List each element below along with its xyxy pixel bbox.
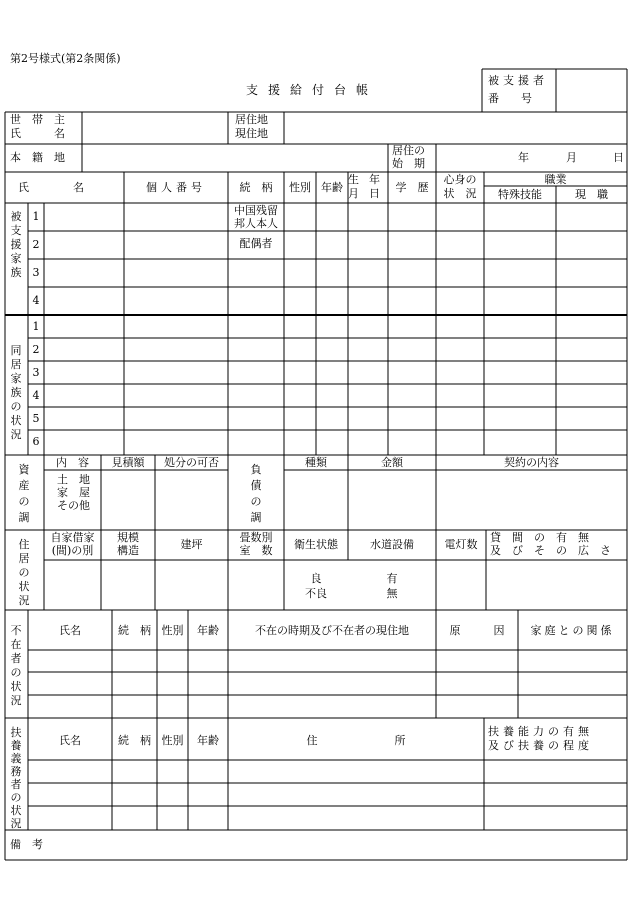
col-education: 学 歴 — [395, 181, 429, 194]
sanitation-poor: 不良 — [305, 587, 327, 600]
asset-other: その他 — [57, 499, 90, 512]
supporter-ability-2: 及び扶養の程度 — [488, 739, 593, 752]
row-number: 5 — [32, 412, 40, 425]
col-health-2: 状 況 — [443, 187, 477, 200]
water-yes: 有 — [386, 572, 398, 585]
relation-self-2: 邦人本人 — [234, 217, 278, 230]
col-birth: 生年 — [348, 173, 390, 186]
relation-self: 中国残留 — [234, 204, 278, 217]
housing-rent-2: 及 び そ の 広 さ — [490, 544, 611, 557]
col-name: 氏 名 — [18, 181, 84, 194]
housing-owned-2: (間)の別 — [51, 544, 94, 557]
col-special-skill: 特殊技能 — [498, 188, 542, 201]
water-no: 無 — [386, 587, 398, 600]
residence-label: 居住地 — [235, 113, 268, 126]
recipient-number-label: 被支援者 — [488, 74, 548, 87]
debt-type: 種類 — [305, 456, 327, 469]
supported-family-label: 被支援家族 — [10, 210, 22, 279]
relation-spouse: 配偶者 — [239, 237, 273, 250]
asset-house: 家 屋 — [57, 486, 90, 499]
housing-floor-area: 建坪 — [180, 538, 203, 551]
form-title: 支援給付台帳 — [246, 83, 379, 97]
col-relation: 続 柄 — [239, 181, 273, 194]
row-number: 4 — [32, 294, 40, 307]
absentees-label: 不在者の状況 — [10, 624, 22, 707]
col-age: 年齢 — [321, 181, 343, 194]
row-number: 6 — [32, 435, 40, 448]
row-number: 3 — [32, 366, 40, 379]
absentee-name: 氏名 — [59, 624, 81, 637]
row-number: 2 — [32, 343, 40, 356]
remarks-label: 備 考 — [10, 838, 43, 851]
row-number: 3 — [32, 266, 40, 279]
assets-disposal: 処分の可否 — [164, 456, 219, 469]
supporter-address: 住 所 — [306, 734, 406, 747]
absentee-cause: 原 因 — [449, 624, 505, 637]
housing-water: 水道設備 — [370, 538, 414, 551]
row-number: 1 — [32, 320, 40, 333]
row-number: 4 — [32, 389, 40, 402]
household-head-label: 世 帯 主 — [10, 113, 65, 126]
assets-content: 内 容 — [56, 456, 89, 469]
absentee-sex: 性別 — [161, 624, 184, 637]
assets-estimate: 見積額 — [111, 456, 145, 469]
residence-start-label: 居住の — [392, 144, 425, 157]
col-health: 心身の — [443, 173, 477, 186]
col-current-job: 現 職 — [575, 188, 608, 201]
debt-contract: 契約の内容 — [504, 456, 559, 469]
col-occupation: 職業 — [544, 173, 567, 186]
current-address-label: 現住地 — [235, 127, 268, 140]
supporter-ability: 扶養能力の有無 — [488, 725, 593, 738]
housing-rooms: 室 数 — [239, 544, 273, 557]
housing-scale: 規模 — [117, 531, 139, 544]
date-year: 年 — [518, 151, 529, 164]
asset-land: 土 地 — [57, 473, 90, 486]
supporter-relation: 続 柄 — [118, 734, 151, 747]
absentee-family-relation: 家庭との関係 — [530, 624, 615, 637]
supporter-age: 年齢 — [197, 734, 219, 747]
supporters-label: 扶養義務者の状況 — [10, 726, 22, 830]
household-name-label: 氏 名 — [10, 127, 65, 140]
domicile-label: 本 籍 地 — [10, 151, 65, 164]
debt-amount: 金額 — [381, 456, 403, 469]
form-number: 第2号様式(第2条関係) — [10, 52, 121, 65]
date-month: 月 — [566, 151, 577, 164]
row-number: 2 — [32, 238, 40, 251]
housing-rent: 貸 間 の 有 無 — [490, 531, 589, 544]
housing-structure: 構造 — [117, 544, 139, 557]
absentee-age: 年齢 — [197, 624, 219, 637]
row-number: 1 — [32, 210, 40, 223]
cohabiting-family-label: 同居家族の状況 — [10, 344, 22, 441]
housing-label: 住居の状況 — [18, 538, 30, 607]
recipient-number-label-2: 番 号 — [488, 92, 532, 105]
supporter-sex: 性別 — [161, 734, 184, 747]
housing-lights: 電灯数 — [444, 538, 478, 551]
housing-owned: 自家借家 — [50, 531, 95, 544]
housing-tatami: 畳数別 — [239, 531, 273, 544]
col-sex: 性別 — [289, 181, 311, 194]
col-personal-number: 個人番号 — [146, 181, 206, 194]
supporter-name: 氏名 — [59, 734, 81, 747]
sanitation-good: 良 — [310, 572, 322, 585]
absentee-relation: 続 柄 — [118, 624, 151, 637]
col-birth-2: 月日 — [348, 187, 390, 200]
housing-sanitation: 衛生状態 — [294, 538, 338, 551]
absentee-period: 不在の時期及び不在者の現住地 — [255, 624, 409, 637]
date-day: 日 — [613, 151, 624, 164]
assets-label: 資産の調 — [18, 463, 30, 524]
residence-start-label-2: 始 期 — [392, 157, 425, 170]
debt-label: 負債の調 — [250, 463, 262, 524]
